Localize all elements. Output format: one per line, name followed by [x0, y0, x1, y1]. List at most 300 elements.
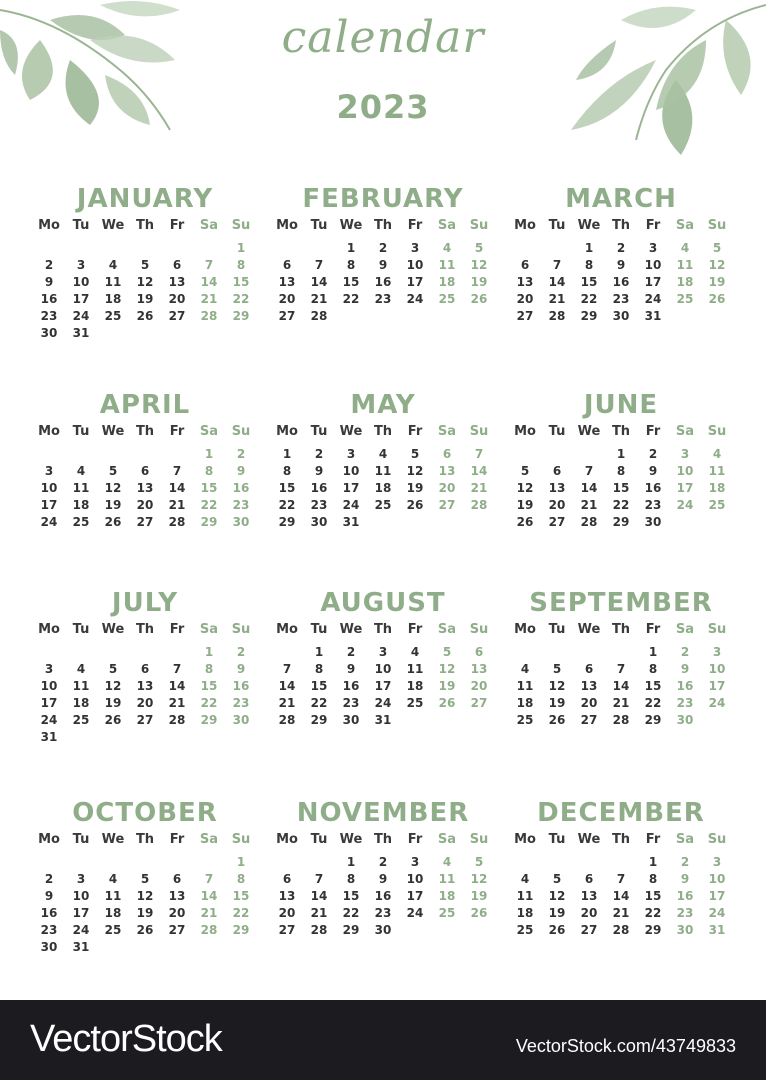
day-cell: 12 [708, 258, 726, 272]
day-cell: 5 [140, 872, 150, 886]
day-cell: 23 [676, 696, 694, 710]
day-cell: 26 [516, 515, 534, 529]
month-block-august [271, 586, 495, 729]
day-cell [33, 446, 65, 463]
day-cell: 24 [72, 309, 90, 323]
weekday-header: Tu [72, 424, 90, 439]
day-cell: 6 [282, 258, 292, 272]
day-cell [399, 514, 431, 531]
day-cell: 5 [552, 662, 562, 676]
weekday-header: Su [707, 622, 727, 637]
weekday-header: Th [135, 622, 155, 637]
day-cell: 2 [44, 872, 54, 886]
weekday-header: Mo [276, 218, 298, 233]
day-cell [161, 939, 193, 956]
day-cell [65, 854, 97, 871]
day-cell: 18 [72, 498, 90, 512]
day-cell: 20 [438, 481, 456, 495]
day-cell: 27 [438, 498, 456, 512]
day-cell [161, 854, 193, 871]
weekday-header: Sa [675, 424, 695, 439]
weekday-header: Su [231, 424, 251, 439]
day-cell: 18 [676, 275, 694, 289]
day-cell: 9 [648, 464, 658, 478]
day-cell: 7 [314, 258, 324, 272]
weekday-header: Tu [548, 218, 566, 233]
day-cell: 20 [168, 906, 186, 920]
day-cell: 27 [136, 713, 154, 727]
weekday-header: Mo [514, 218, 536, 233]
weekday-header: We [101, 622, 125, 637]
day-cell [97, 644, 129, 661]
day-cell [573, 854, 605, 871]
day-cell [669, 308, 701, 325]
day-cell [129, 729, 161, 746]
day-cell: 7 [204, 258, 214, 272]
day-cell: 26 [136, 309, 154, 323]
day-cell: 13 [168, 889, 186, 903]
day-cell: 11 [438, 872, 456, 886]
weekday-header: We [101, 424, 125, 439]
day-cell: 28 [548, 309, 566, 323]
day-cell: 18 [438, 889, 456, 903]
day-cell: 3 [712, 855, 722, 869]
day-cell: 5 [140, 258, 150, 272]
month-name: JULY [111, 588, 179, 618]
day-cell: 7 [204, 872, 214, 886]
day-cell: 29 [200, 713, 218, 727]
day-cell: 25 [516, 713, 534, 727]
day-cell: 13 [548, 481, 566, 495]
day-cell: 9 [616, 258, 626, 272]
day-cell [541, 240, 573, 257]
day-cell [161, 644, 193, 661]
day-cell: 18 [72, 696, 90, 710]
day-cell [271, 240, 303, 257]
day-cell: 9 [44, 889, 54, 903]
day-cell: 27 [516, 309, 534, 323]
day-cell: 27 [278, 309, 296, 323]
weekday-header: Fr [407, 218, 423, 233]
weekday-header: Th [611, 218, 631, 233]
day-cell: 30 [644, 515, 662, 529]
day-cell: 28 [470, 498, 488, 512]
day-cell: 8 [346, 872, 356, 886]
day-cell [97, 325, 129, 342]
day-cell: 23 [374, 292, 392, 306]
weekday-header: We [577, 424, 601, 439]
month-grid [509, 422, 733, 531]
day-cell: 23 [40, 923, 58, 937]
day-cell: 1 [346, 241, 356, 255]
weekday-header: Su [231, 622, 251, 637]
day-cell: 29 [580, 309, 598, 323]
day-cell: 15 [232, 889, 250, 903]
day-cell: 29 [644, 923, 662, 937]
month-block-november [271, 796, 495, 939]
day-cell: 14 [612, 679, 630, 693]
weekday-header: Fr [645, 622, 661, 637]
day-cell: 23 [644, 498, 662, 512]
month-grid [271, 422, 495, 531]
day-cell: 26 [708, 292, 726, 306]
day-cell: 2 [680, 855, 690, 869]
day-cell: 9 [314, 464, 324, 478]
day-cell: 20 [136, 498, 154, 512]
day-cell [129, 854, 161, 871]
day-cell: 11 [708, 464, 726, 478]
day-cell: 21 [310, 906, 328, 920]
day-cell: 2 [236, 645, 246, 659]
day-cell: 26 [548, 923, 566, 937]
month-name: JUNE [583, 390, 659, 420]
day-cell: 3 [410, 855, 420, 869]
day-cell: 23 [232, 498, 250, 512]
day-cell: 5 [552, 872, 562, 886]
day-cell [605, 644, 637, 661]
month-block-september [509, 586, 733, 729]
day-cell: 20 [580, 696, 598, 710]
day-cell: 22 [644, 906, 662, 920]
day-cell [129, 240, 161, 257]
day-cell: 31 [708, 923, 726, 937]
day-cell: 19 [136, 292, 154, 306]
day-cell: 15 [342, 889, 360, 903]
day-cell: 6 [442, 447, 452, 461]
day-cell: 11 [104, 275, 122, 289]
day-cell: 24 [708, 906, 726, 920]
day-cell: 25 [104, 923, 122, 937]
day-cell: 20 [278, 292, 296, 306]
month-grid [271, 216, 495, 325]
day-cell: 28 [200, 923, 218, 937]
day-cell [193, 240, 225, 257]
calendar-script-title: calendar [281, 12, 485, 63]
weekday-header: Th [611, 622, 631, 637]
month-name: MAY [350, 390, 416, 420]
day-cell [65, 446, 97, 463]
month-block-december [509, 796, 733, 939]
day-cell: 28 [580, 515, 598, 529]
day-cell: 2 [314, 447, 324, 461]
day-cell [431, 308, 463, 325]
day-cell: 7 [474, 447, 484, 461]
day-cell: 2 [616, 241, 626, 255]
day-cell: 14 [310, 889, 328, 903]
weekday-header: We [577, 622, 601, 637]
day-cell [431, 712, 463, 729]
weekday-header: Sa [437, 218, 457, 233]
day-cell: 26 [548, 713, 566, 727]
day-cell [65, 644, 97, 661]
day-cell: 17 [708, 889, 726, 903]
day-cell: 9 [378, 872, 388, 886]
day-cell: 19 [470, 889, 488, 903]
day-cell: 17 [374, 679, 392, 693]
day-cell: 27 [168, 309, 186, 323]
day-cell: 22 [310, 696, 328, 710]
weekday-header: Mo [38, 622, 60, 637]
month-name: NOVEMBER [296, 798, 470, 828]
day-cell: 15 [232, 275, 250, 289]
day-cell [161, 729, 193, 746]
day-cell: 10 [72, 889, 90, 903]
day-cell: 30 [232, 713, 250, 727]
day-cell: 26 [136, 923, 154, 937]
day-cell: 1 [648, 645, 658, 659]
day-cell: 24 [374, 696, 392, 710]
day-cell [573, 446, 605, 463]
day-cell: 13 [278, 275, 296, 289]
day-cell: 4 [712, 447, 722, 461]
day-cell: 27 [548, 515, 566, 529]
day-cell: 19 [548, 906, 566, 920]
weekday-header: Sa [437, 832, 457, 847]
day-cell: 16 [342, 679, 360, 693]
weekday-header: Tu [72, 622, 90, 637]
day-cell: 25 [406, 696, 424, 710]
day-cell: 6 [474, 645, 484, 659]
weekday-header: Sa [675, 622, 695, 637]
day-cell: 12 [406, 464, 424, 478]
day-cell: 14 [548, 275, 566, 289]
day-cell: 22 [278, 498, 296, 512]
day-cell: 5 [108, 662, 118, 676]
day-cell: 3 [76, 872, 86, 886]
day-cell: 17 [406, 275, 424, 289]
weekday-header: Su [707, 832, 727, 847]
weekday-header: Tu [548, 622, 566, 637]
day-cell: 26 [470, 906, 488, 920]
day-cell: 9 [378, 258, 388, 272]
weekday-header: We [339, 424, 363, 439]
day-cell: 16 [310, 481, 328, 495]
day-cell [65, 729, 97, 746]
day-cell: 30 [232, 515, 250, 529]
day-cell: 11 [72, 679, 90, 693]
day-cell: 22 [232, 292, 250, 306]
day-cell: 10 [644, 258, 662, 272]
day-cell: 14 [168, 679, 186, 693]
day-cell: 29 [232, 923, 250, 937]
weekday-header: We [339, 218, 363, 233]
day-cell: 15 [310, 679, 328, 693]
weekday-header: Tu [548, 832, 566, 847]
day-cell [97, 939, 129, 956]
day-cell: 30 [612, 309, 630, 323]
day-cell: 10 [406, 258, 424, 272]
weekday-header: Su [231, 218, 251, 233]
month-grid [33, 422, 257, 531]
day-cell: 21 [200, 906, 218, 920]
day-cell: 9 [346, 662, 356, 676]
day-cell: 23 [374, 906, 392, 920]
day-cell: 22 [200, 498, 218, 512]
day-cell: 3 [648, 241, 658, 255]
day-cell: 14 [200, 275, 218, 289]
day-cell: 26 [104, 515, 122, 529]
weekday-header: Su [707, 424, 727, 439]
day-cell: 5 [474, 855, 484, 869]
weekday-header: We [101, 832, 125, 847]
day-cell [509, 446, 541, 463]
day-cell [65, 240, 97, 257]
weekday-header: Sa [199, 218, 219, 233]
day-cell: 16 [40, 906, 58, 920]
day-cell: 27 [580, 713, 598, 727]
day-cell: 26 [406, 498, 424, 512]
day-cell [463, 712, 495, 729]
day-cell: 18 [104, 906, 122, 920]
month-grid [509, 620, 733, 729]
day-cell [367, 308, 399, 325]
weekday-header: Su [469, 424, 489, 439]
calendar-year: 2023 [336, 88, 430, 126]
day-cell: 20 [168, 292, 186, 306]
day-cell: 26 [470, 292, 488, 306]
day-cell: 13 [438, 464, 456, 478]
day-cell: 11 [374, 464, 392, 478]
day-cell: 12 [438, 662, 456, 676]
day-cell: 19 [548, 696, 566, 710]
month-name: SEPTEMBER [529, 588, 713, 618]
day-cell: 21 [310, 292, 328, 306]
day-cell [303, 854, 335, 871]
day-cell: 7 [616, 872, 626, 886]
day-cell [605, 854, 637, 871]
day-cell: 19 [406, 481, 424, 495]
day-cell: 21 [470, 481, 488, 495]
day-cell: 12 [470, 258, 488, 272]
day-cell: 8 [282, 464, 292, 478]
day-cell: 16 [40, 292, 58, 306]
day-cell [193, 729, 225, 746]
day-cell: 8 [314, 662, 324, 676]
day-cell: 24 [72, 923, 90, 937]
day-cell [399, 922, 431, 939]
day-cell: 14 [168, 481, 186, 495]
day-cell: 15 [612, 481, 630, 495]
month-grid [33, 216, 257, 342]
day-cell: 9 [680, 662, 690, 676]
day-cell: 9 [44, 275, 54, 289]
day-cell: 4 [76, 662, 86, 676]
month-grid [271, 620, 495, 729]
day-cell: 22 [200, 696, 218, 710]
day-cell: 28 [612, 923, 630, 937]
day-cell: 4 [410, 645, 420, 659]
day-cell: 28 [200, 309, 218, 323]
month-name: JANUARY [76, 184, 214, 214]
day-cell: 22 [644, 696, 662, 710]
day-cell [509, 644, 541, 661]
day-cell: 13 [580, 679, 598, 693]
weekday-header: We [577, 832, 601, 847]
month-block-june [509, 388, 733, 531]
day-cell: 30 [676, 923, 694, 937]
day-cell: 6 [140, 662, 150, 676]
day-cell: 24 [644, 292, 662, 306]
weekday-header: Sa [437, 424, 457, 439]
day-cell: 23 [612, 292, 630, 306]
day-cell: 10 [708, 662, 726, 676]
day-cell: 14 [612, 889, 630, 903]
weekday-header: Mo [514, 622, 536, 637]
day-cell: 5 [712, 241, 722, 255]
day-cell: 10 [708, 872, 726, 886]
day-cell: 6 [140, 464, 150, 478]
weekday-header: Mo [276, 832, 298, 847]
day-cell: 2 [236, 447, 246, 461]
day-cell: 29 [232, 309, 250, 323]
month-grid [271, 830, 495, 939]
weekday-header: Fr [407, 622, 423, 637]
day-cell: 17 [40, 498, 58, 512]
day-cell: 7 [584, 464, 594, 478]
day-cell: 19 [708, 275, 726, 289]
day-cell: 30 [342, 713, 360, 727]
weekday-header: Su [707, 218, 727, 233]
weekday-header: Th [611, 424, 631, 439]
month-grid [33, 830, 257, 956]
day-cell: 6 [282, 872, 292, 886]
day-cell: 7 [282, 662, 292, 676]
day-cell: 24 [406, 292, 424, 306]
day-cell [225, 729, 257, 746]
day-cell: 14 [278, 679, 296, 693]
day-cell: 15 [644, 889, 662, 903]
weekday-header: Sa [199, 832, 219, 847]
weekday-header: Fr [169, 832, 185, 847]
day-cell [701, 712, 733, 729]
day-cell: 25 [374, 498, 392, 512]
day-cell: 18 [104, 292, 122, 306]
day-cell: 16 [612, 275, 630, 289]
day-cell: 15 [342, 275, 360, 289]
day-cell: 1 [236, 241, 246, 255]
day-cell: 8 [236, 872, 246, 886]
month-grid [33, 620, 257, 746]
day-cell: 22 [612, 498, 630, 512]
weekday-header: Mo [38, 218, 60, 233]
day-cell: 7 [172, 464, 182, 478]
day-cell: 15 [644, 679, 662, 693]
day-cell: 1 [314, 645, 324, 659]
day-cell: 1 [236, 855, 246, 869]
day-cell: 30 [40, 326, 58, 340]
day-cell [669, 514, 701, 531]
month-name: DECEMBER [537, 798, 705, 828]
day-cell: 30 [310, 515, 328, 529]
day-cell: 24 [676, 498, 694, 512]
day-cell: 13 [168, 275, 186, 289]
day-cell [97, 854, 129, 871]
day-cell: 8 [346, 258, 356, 272]
day-cell: 10 [406, 872, 424, 886]
day-cell: 17 [708, 679, 726, 693]
day-cell: 11 [516, 889, 534, 903]
day-cell [129, 325, 161, 342]
day-cell [193, 939, 225, 956]
day-cell [97, 446, 129, 463]
day-cell: 4 [108, 258, 118, 272]
day-cell: 13 [580, 889, 598, 903]
weekday-header: Mo [276, 622, 298, 637]
weekday-header: Fr [407, 424, 423, 439]
day-cell: 26 [104, 713, 122, 727]
day-cell: 8 [236, 258, 246, 272]
day-cell: 4 [520, 662, 530, 676]
